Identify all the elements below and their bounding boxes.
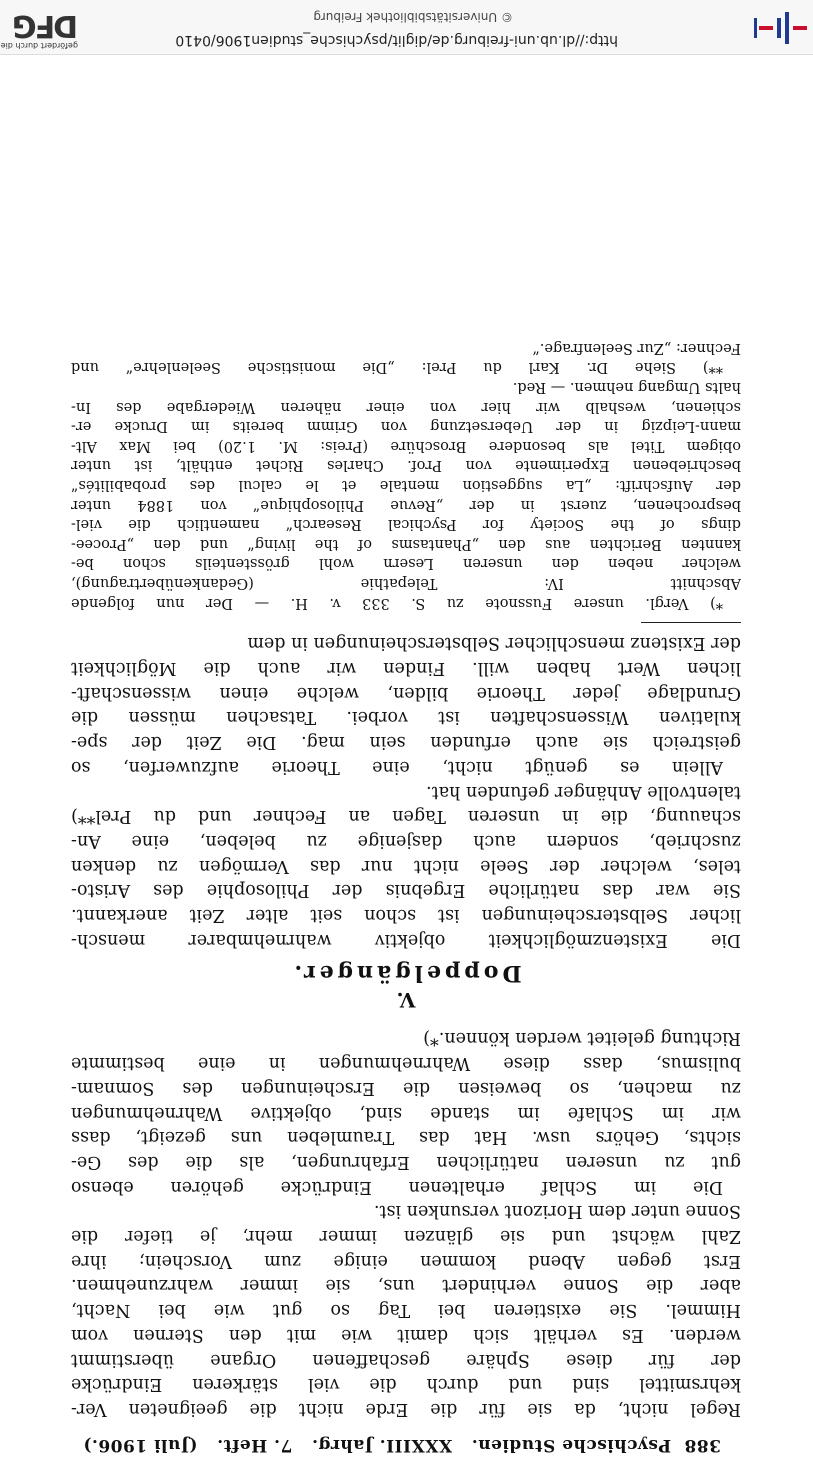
para3-line: teles, welcher der Seele nicht nur das Vermögen zu denken — [71, 855, 741, 876]
footnote1-line: beschriebenen Experimente von Prof. Charles Richet enthält, ist unter — [71, 457, 741, 474]
footnote-rule — [641, 622, 741, 623]
para3-line: Sie war das natürliche Ergebnis der Philosophie des Aristo- — [71, 880, 741, 901]
section-title: Doppelgänger. — [290, 959, 522, 986]
para2-line: bulismus, dass diese Wahrnehmungen in eine bestimmte — [71, 1053, 741, 1074]
para1-line: kehrsmittel sind und durch die viel stärkeren Eindrücke — [71, 1374, 741, 1395]
para1-line: Regel nicht, da sie für die Erde nicht die geeigneten Ver- — [71, 1399, 741, 1419]
section-number: V. — [396, 987, 416, 1012]
para2-line: zu machen, so beweisen die Erscheinungen des Somnam- — [71, 1077, 741, 1098]
footnote1-line: dings of the Society for Psychical Research“ namentlich die viel- — [71, 516, 741, 533]
para1-line: Zahl wächst und sie glänzen immer mehr, je tiefer die — [71, 1226, 741, 1247]
footnote-1 — [71, 376, 741, 611]
para1-line: werden. Es verhält sich damit wie mit den Sternen vom — [71, 1324, 741, 1345]
footnote1-line: der Aufschrift: „La suggestion mentale et le calcul des probabilités“ — [71, 477, 741, 494]
footnote1-line: kannten Berichten aus den „Phantasms of the living“ und den „Procee- — [71, 535, 741, 552]
para2-line: Die im Schlaf erhaltenen Eindrücke gehören ebenso — [71, 1176, 723, 1197]
footnote1-line: halts Umgang nehmen. — Red. — [512, 379, 741, 396]
para3-line: zuschrieb, sondern auch dasjenige zu beleben, eine An- — [71, 830, 741, 851]
paragraph-3 — [71, 779, 741, 952]
footnote1-line: obigem Titel als besondere Broschüre (Preis: M. 1.20) bei Max Alt- — [71, 437, 741, 454]
para4-line: lichen Wert haben will. Finden wir auch die Möglichkeit — [71, 658, 741, 679]
para1-line: Sonne unter dem Horizont versunken ist. — [373, 1201, 741, 1222]
footnote1-line: *) Vergl. unsere Fussnote zu S. 333 v. H. — Der nun folgende — [71, 594, 723, 611]
para2-line: Richtung geleitet werden können.*) — [423, 1028, 741, 1049]
dfg-logo — [0, 4, 78, 50]
para1-line: aber die Sonne verhindert uns, sie immer wahrzunehmen. — [71, 1275, 741, 1296]
running-head: 388 Psychische Studien. XXXIII. Jahrg. 7. Heft. (Juli 1906.) — [82, 1435, 721, 1455]
para3-line: schauung, die in unseren Tagen an Fechner und du Prel**) — [71, 806, 741, 827]
para1-line: Erst gegen Abend kommen einige zum Vorschein; ihre — [71, 1250, 741, 1271]
para1-line: der für diese Sphäre geschaffenen Organe überstimmt — [71, 1349, 741, 1370]
university-logo-icon — [753, 8, 809, 48]
para4-line: geistreich sie auch erfunden sein mag. Die Zeit der spe- — [71, 732, 741, 753]
para4-line: Allein es genügt nicht, eine Theorie aufzuwerfen, so — [71, 756, 723, 777]
footnote1-line: Abschnitt IV: Telepathie (Gedankenübertragung), — [71, 575, 741, 592]
para4-line: der Existenz menschlicher Selbsterscheinungen in dem — [247, 633, 741, 654]
para2-line: sichts, Gehörs usw. Hat das Traumleben uns gezeigt, dass — [71, 1127, 741, 1148]
para3-line: talentvolle Anhänger gefunden hat. — [426, 781, 741, 802]
copyright-notice: © Universitätsbibliothek Freiburg — [313, 10, 513, 24]
para1-line: Himmel. Sie existieren bei Tag so gut wie bei Nacht, — [71, 1300, 741, 1321]
footer-bar — [0, 0, 813, 55]
page-content — [71, 337, 741, 1455]
para2-line: wir im Schlafe im stande sind, objektive Wahrnehmungen — [71, 1102, 741, 1123]
paragraph-4 — [71, 631, 741, 779]
footnote1-line: schienen, weshalb wir hier von einer näheren Wiedergabe des In- — [71, 398, 741, 415]
footnote1-line: mann-Leipzig in der Uebersetzung von Grimm bereits im Drucke er- — [71, 418, 741, 435]
footnote-2 — [71, 337, 741, 376]
footnote2-line: Fechner: „Zur Seelenfrage.“ — [532, 339, 741, 356]
para2-line: gut zu unseren natürlichen Erfahrungen, als die des Ge- — [71, 1151, 741, 1172]
para4-line: Grundlage jeder Theorie bilden, welche einen wissenschaft- — [71, 682, 741, 703]
dfg-logo-caption: gefördert durch die — [0, 41, 78, 50]
footnote1-line: besprochenen, zuerst in der „Revue Philosophique“ von 1884 unter — [71, 496, 741, 513]
dfg-logo-text: DFG — [13, 8, 78, 43]
source-url[interactable]: http://dl.ub.uni-freiburg.de/diglit/psychische_studien1906/0410 — [175, 32, 618, 48]
paragraph-1 — [71, 1199, 741, 1421]
para3-line: licher Selbsterscheinungen ist schon seit alter Zeit anerkannt. — [71, 905, 741, 926]
para3-line: Die Existenzmöglichkeit objektiv wahrnehmbarer mensch- — [71, 929, 741, 950]
footnote1-line: welcher neben den unseren Lesern wohl grösstenteils schon be- — [71, 555, 741, 572]
para4-line: kulativen Wissenschaften ist vorbei. Tatsachen müssen die — [71, 707, 741, 728]
paragraph-2 — [71, 1026, 741, 1199]
footnote2-line: **) Siehe Dr. Karl du Prel: „Die monistische Seelenlehre“ und — [71, 359, 723, 376]
